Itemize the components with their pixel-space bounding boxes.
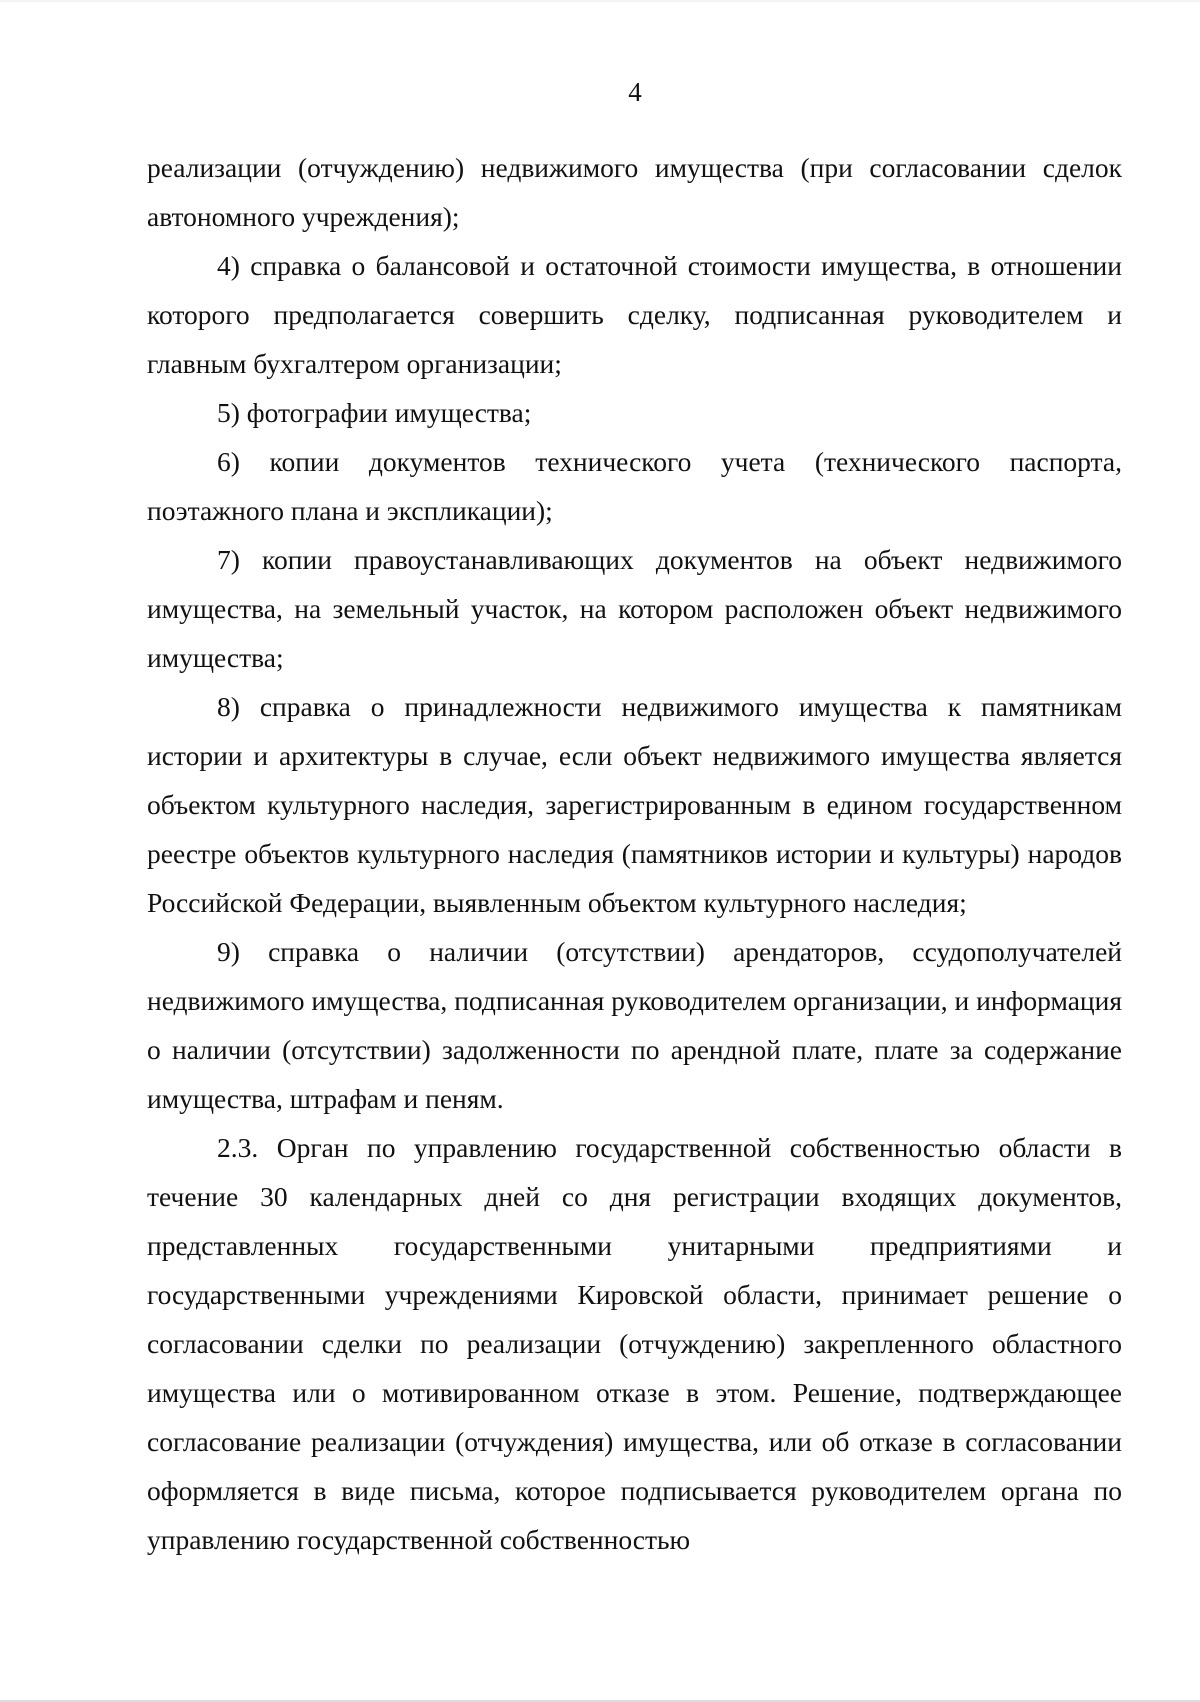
paragraph-item-5: 5) фотографии имущества; — [217, 397, 532, 428]
paragraph-item-8: 8) справка о принадлежности недвижимого имущества к памятникам истории и архитектуры в случае, если объект недвижимого имущества является объектом культурного наследия, зарегистрированным в едином государственном реестре объектов культурного наследия (памятников истории и культуры) народов Российской Федерации, выявленным объектом культурного наследия; — [147, 691, 1122, 918]
paragraph-section-2-3: 2.3. Орган по управлению государственной собственностью области в течение 30 календарных дней со дня регистрации входящих документов, представленных государственными унитарными предприятиями и государственными учреждениями Кировской области, принимает решение о согласовании сделки по реализации (отчуждению) закрепленного областного имущества или о мотивированном отказе в этом. Решение, подтверждающее согласование реализации (отчуждения) имущества, или об отказе в согласовании оформляется в виде письма, которое подписывается руководителем органа по управлению государственной собственностью — [147, 1132, 1122, 1555]
paragraph-item-6: 6) копии документов технического учета (технического паспорта, поэтажного плана и экспликации); — [147, 446, 1122, 526]
paragraph-item-4: 4) справка о балансовой и остаточной стоимости имущества, в отношении которого предполагается совершить сделку, подписанная руководителем и главным бухгалтером организации; — [147, 250, 1122, 379]
document-body — [147, 143, 1122, 1564]
page-number: 4 — [628, 77, 642, 107]
scan-edge-top — [0, 0, 1200, 2]
paragraph-item-7: 7) копии правоустанавливающих документов на объект недвижимого имущества, на земельный участок, на котором расположен объект недвижимого имущества; — [147, 544, 1122, 673]
paragraph-item-9: 9) справка о наличии (отсутствии) арендаторов, ссудополучателей недвижимого имущества, подписанная руководителем организации, и информация о наличии (отсутствии) задолженности по арендной плате, плате за содержание имущества, штрафам и пеням. — [147, 936, 1122, 1114]
paragraph-continuation: реализации (отчуждению) недвижимого имущества (при согласовании сделок автономного учреждения); — [147, 152, 1122, 232]
